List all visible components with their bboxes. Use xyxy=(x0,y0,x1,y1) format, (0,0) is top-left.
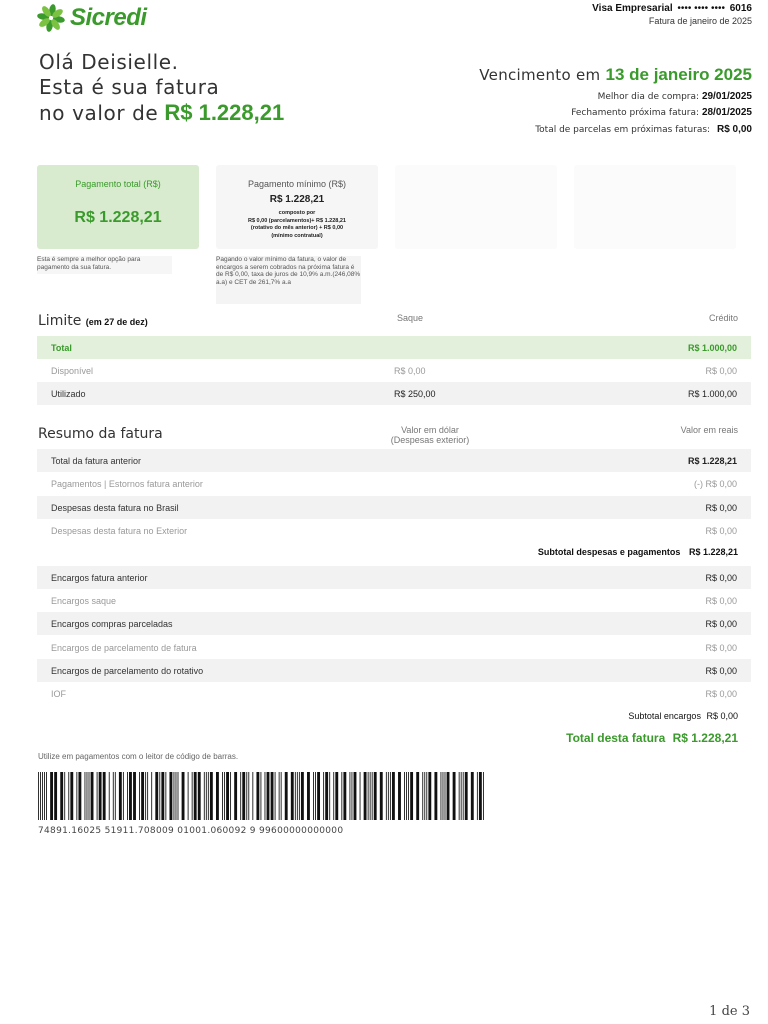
summary-title: Resumo da fatura xyxy=(38,426,163,442)
limit-title-text: Limite xyxy=(38,313,82,329)
barcode-bar xyxy=(256,772,259,820)
barcode-bar xyxy=(44,772,45,820)
charge-row xyxy=(37,612,751,635)
best-day-value: 29/01/2025 xyxy=(701,91,752,102)
barcode-bar xyxy=(109,772,110,820)
invoice-total xyxy=(566,731,738,745)
barcode-bar xyxy=(295,772,296,820)
row-value: (-) R$ 0,00 xyxy=(693,478,737,489)
total-payment-note: Esta é sempre a melhor opção para pagamento da sua fatura. xyxy=(37,256,172,274)
barcode-bar xyxy=(119,772,122,820)
barcode-bar xyxy=(182,772,185,820)
barcode-bar xyxy=(161,772,164,820)
barcode-bar xyxy=(76,772,77,820)
row-label: Despesas desta fatura no Exterior xyxy=(51,525,188,536)
barcode-bar xyxy=(349,772,350,820)
barcode-bar xyxy=(368,772,369,820)
barcode-bar xyxy=(271,772,274,820)
barcode-bar xyxy=(341,772,342,820)
barcode-bar xyxy=(188,772,189,820)
page-indicator: 1 de 3 xyxy=(709,1004,750,1019)
barcode-bar xyxy=(226,772,229,820)
invoice-month: Fatura de janeiro de 2025 xyxy=(648,16,752,26)
barcode-bar xyxy=(155,772,158,820)
barcode-bar xyxy=(99,772,102,820)
row-value: R$ 0,00 xyxy=(705,595,737,606)
barcode-bar xyxy=(68,772,69,820)
barcode-bar xyxy=(390,772,391,820)
barcode-bar xyxy=(165,772,166,820)
charge-row xyxy=(37,589,751,612)
barcode-bar xyxy=(380,772,383,820)
barcode-bar xyxy=(123,772,124,820)
min-payment-label: Pagamento mínimo (R$) xyxy=(247,179,347,189)
sicredi-flower-icon xyxy=(36,3,66,33)
barcode-bar xyxy=(222,772,223,820)
row-value: R$ 0,00 xyxy=(705,665,737,676)
subtotal-expenses-label: Subtotal despesas e pagamentos xyxy=(537,547,681,557)
row-label: Encargos de parcelamento de fatura xyxy=(51,642,197,653)
empty-box xyxy=(395,165,557,249)
barcode-bar xyxy=(281,772,282,820)
invoice-total-value: R$ 1.228,21 xyxy=(672,731,738,745)
best-day xyxy=(598,91,752,102)
barcode-digits[interactable]: 74891.16025 51911.708009 01001.060092 9 99600000000000 xyxy=(38,826,344,836)
barcode-bar xyxy=(313,772,314,820)
barcode-bar xyxy=(198,772,201,820)
barcode-bar xyxy=(463,772,464,820)
card-label: Visa Empresarial xyxy=(592,3,673,14)
total-payment-box xyxy=(37,165,199,249)
subtotal-charges-value: R$ 0,00 xyxy=(706,711,738,721)
barcode-bar xyxy=(459,772,460,820)
row-label: IOF xyxy=(51,688,66,699)
barcode-bar xyxy=(329,772,330,820)
barcode-bar xyxy=(159,772,160,820)
barcode-bar xyxy=(483,772,484,820)
col-usd xyxy=(380,425,480,445)
col-usd-sub: (Despesas exterior) xyxy=(390,435,470,445)
card-last4: 6016 xyxy=(729,3,752,14)
barcode-bar xyxy=(285,772,288,820)
barcode-bar xyxy=(129,772,132,820)
barcode-bar xyxy=(426,772,427,820)
barcode-bar xyxy=(174,772,175,820)
barcode-bar xyxy=(275,772,276,820)
row-credit: R$ 0,00 xyxy=(705,365,737,376)
barcode-bar xyxy=(78,772,81,820)
barcode-bar xyxy=(434,772,437,820)
barcode-bar xyxy=(234,772,237,820)
min-detail-3: (rotativo do mês anterior) + R$ 0,00 xyxy=(250,225,344,231)
summary-row xyxy=(37,496,751,519)
row-value: R$ 0,00 xyxy=(705,502,737,513)
min-detail-4: (mínimo contratual) xyxy=(271,232,323,239)
barcode-bar xyxy=(46,772,47,820)
barcode-bar xyxy=(91,772,94,820)
barcode-bar xyxy=(145,772,146,820)
barcode-bar xyxy=(242,772,245,820)
barcode-bar xyxy=(299,772,300,820)
row-value: R$ 1.228,21 xyxy=(687,455,737,466)
barcode-bar xyxy=(260,772,261,820)
row-credit: R$ 1.000,00 xyxy=(687,342,737,353)
subtotal-charges-label: Subtotal encargos xyxy=(628,711,701,721)
summary-row xyxy=(37,519,751,542)
installments-label: Total de parcelas em próximas faturas: xyxy=(535,125,711,135)
barcode-bar xyxy=(252,772,253,820)
card-info xyxy=(592,3,752,14)
row-withdraw: R$ 0,00 xyxy=(394,365,426,376)
greeting-line3 xyxy=(39,100,284,126)
closing-label: Fechamento próxima fatura: xyxy=(571,108,700,118)
sicredi-logo xyxy=(36,4,147,32)
barcode-bar xyxy=(333,772,334,820)
col-usd-label: Valor em dólar xyxy=(401,425,459,435)
row-label: Encargos de parcelamento do rotativo xyxy=(51,665,204,676)
barcode-bar xyxy=(453,772,456,820)
card-mask: •••• •••• •••• xyxy=(677,3,725,14)
barcode-bar xyxy=(87,772,88,820)
greeting xyxy=(39,50,284,126)
barcode-hint: Utilize em pagamentos com o leitor de código de barras. xyxy=(38,752,239,761)
barcode-bar xyxy=(40,772,41,820)
row-value: R$ 0,00 xyxy=(705,618,737,629)
charge-row xyxy=(37,659,751,682)
barcode-bar xyxy=(279,772,280,820)
installments-value: R$ 0,00 xyxy=(716,124,752,135)
row-value: R$ 0,00 xyxy=(705,525,737,536)
barcode-bar xyxy=(406,772,407,820)
barcode-bar xyxy=(265,772,266,820)
barcode-bar xyxy=(374,772,377,820)
barcode-bar xyxy=(388,772,389,820)
barcode-bar xyxy=(169,772,172,820)
barcode-bar xyxy=(386,772,387,820)
row-withdraw: R$ 250,00 xyxy=(394,388,436,399)
barcode-bar xyxy=(447,772,450,820)
barcode-bar xyxy=(248,772,249,820)
row-label: Encargos saque xyxy=(51,595,117,606)
min-detail-2: R$ 0,00 (parcelamentos)+ R$ 1.228,21 xyxy=(248,217,346,224)
barcode-bar xyxy=(408,772,409,820)
due-date xyxy=(479,65,752,85)
barcode-bar xyxy=(204,772,205,820)
min-payment-value: R$ 1.228,21 xyxy=(269,194,325,205)
col-saque: Saque xyxy=(396,313,424,323)
barcode-bar xyxy=(85,772,86,820)
greeting-amount: R$ 1.228,21 xyxy=(164,100,285,125)
barcode-bar xyxy=(224,772,225,820)
barcode-bar xyxy=(398,772,401,820)
summary-row xyxy=(37,449,751,472)
limit-row-used xyxy=(37,382,751,405)
row-label: Total xyxy=(51,342,72,353)
barcode-bar xyxy=(461,772,462,820)
barcode[interactable] xyxy=(38,772,484,820)
barcode-bar xyxy=(416,772,419,820)
barcode-bar xyxy=(194,772,197,820)
barcode-bar xyxy=(428,772,431,820)
limit-row-available xyxy=(37,359,751,382)
barcode-bar xyxy=(323,772,324,820)
barcode-bar xyxy=(176,772,177,820)
barcode-bar xyxy=(192,772,193,820)
total-payment-label: Pagamento total (R$) xyxy=(75,179,161,189)
barcode-bar xyxy=(216,772,219,820)
row-label: Utilizado xyxy=(51,388,86,399)
barcode-bar xyxy=(103,772,106,820)
barcode-bar xyxy=(113,772,114,820)
row-label: Despesas desta fatura no Brasil xyxy=(51,502,179,513)
barcode-bar xyxy=(343,772,346,820)
barcode-bar xyxy=(422,772,423,820)
col-brl: Valor em reais xyxy=(680,425,738,435)
barcode-bar xyxy=(89,772,90,820)
barcode-bar xyxy=(50,772,53,820)
barcode-bar xyxy=(97,772,98,820)
closing-value: 28/01/2025 xyxy=(701,107,752,118)
barcode-bar xyxy=(127,772,128,820)
best-day-label: Melhor dia de compra: xyxy=(597,92,700,102)
charge-row xyxy=(37,682,751,705)
subtotal-expenses-value: R$ 1.228,21 xyxy=(688,547,738,557)
barcode-bar xyxy=(307,772,310,820)
row-value: R$ 0,00 xyxy=(705,642,737,653)
barcode-bar xyxy=(372,772,373,820)
barcode-bar xyxy=(301,772,304,820)
row-label: Disponível xyxy=(51,365,94,376)
barcode-bar xyxy=(354,772,357,820)
barcode-bar xyxy=(392,772,395,820)
row-value: R$ 0,00 xyxy=(705,688,737,699)
subtotal-expenses xyxy=(538,547,738,557)
summary-row xyxy=(37,472,751,495)
barcode-bar xyxy=(210,772,213,820)
barcode-bar xyxy=(141,772,144,820)
limit-row-total xyxy=(37,336,751,359)
barcode-bar xyxy=(151,772,152,820)
barcode-bar xyxy=(115,772,116,820)
min-payment-detail xyxy=(226,210,368,240)
barcode-bar xyxy=(370,772,371,820)
row-label: Encargos compras parceladas xyxy=(51,618,173,629)
barcode-bar xyxy=(404,772,405,820)
barcode-bar xyxy=(38,772,39,820)
limit-title xyxy=(38,313,148,329)
barcode-bar xyxy=(471,772,474,820)
barcode-bar xyxy=(479,772,482,820)
future-installments xyxy=(535,124,752,135)
barcode-bar xyxy=(133,772,136,820)
barcode-bar xyxy=(206,772,207,820)
brand-name: Sicredi xyxy=(70,4,147,31)
minimum-payment-box xyxy=(216,165,378,249)
barcode-bar xyxy=(291,772,294,820)
barcode-bar xyxy=(139,772,140,820)
barcode-bar xyxy=(315,772,316,820)
row-value: R$ 0,00 xyxy=(705,572,737,583)
barcode-bar xyxy=(60,772,63,820)
barcode-bar xyxy=(208,772,209,820)
barcode-bar xyxy=(441,772,442,820)
barcode-bar xyxy=(352,772,353,820)
greeting-line3-text: no valor de xyxy=(39,101,159,125)
subtotal-charges xyxy=(628,711,738,721)
barcode-bar xyxy=(465,772,468,820)
barcode-bar xyxy=(317,772,320,820)
barcode-bar xyxy=(54,772,57,820)
barcode-bar xyxy=(246,772,247,820)
closing-date xyxy=(571,107,752,118)
barcode-bar xyxy=(445,772,446,820)
invoice-total-label: Total desta fatura xyxy=(566,731,666,745)
barcode-bar xyxy=(147,772,148,820)
min-detail-1: composto por xyxy=(278,210,316,216)
due-prefix: Vencimento em xyxy=(479,66,601,84)
barcode-bar xyxy=(410,772,413,820)
barcode-bar xyxy=(230,772,231,820)
due-date-value: 13 de janeiro 2025 xyxy=(605,65,752,84)
charge-row xyxy=(37,636,751,659)
greeting-line2: Esta é sua fatura xyxy=(39,75,220,99)
limit-subtitle: (em 27 de dez) xyxy=(85,317,148,327)
row-label: Total da fatura anterior xyxy=(51,455,142,466)
barcode-bar xyxy=(364,772,367,820)
charge-row xyxy=(37,566,751,589)
barcode-bar xyxy=(443,772,444,820)
row-credit: R$ 1.000,00 xyxy=(687,388,737,399)
barcode-bar xyxy=(70,772,73,820)
barcode-bar xyxy=(297,772,298,820)
barcode-bar xyxy=(64,772,65,820)
barcode-bar xyxy=(42,772,43,820)
min-payment-note: Pagando o valor mínimo da fatura, o valor de encargos a serem cobrados na próxima fatura é de R$ 0,00, taxa de juros de 10,9% a.m.(246,08% a.a) e CET de 261,7% a.a xyxy=(216,256,361,304)
col-credito: Crédito xyxy=(708,313,738,323)
barcode-bar xyxy=(477,772,478,820)
barcode-bar xyxy=(335,772,338,820)
barcode-bar xyxy=(360,772,361,820)
empty-box xyxy=(574,165,736,249)
barcode-bar xyxy=(325,772,328,820)
barcode-bar xyxy=(267,772,270,820)
barcode-bar xyxy=(178,772,179,820)
barcode-bar xyxy=(240,772,241,820)
row-label: Pagamentos | Estornos fatura anterior xyxy=(51,478,203,489)
row-label: Encargos fatura anterior xyxy=(51,572,148,583)
barcode-bar xyxy=(424,772,425,820)
greeting-line1: Olá Deisielle. xyxy=(39,50,179,74)
total-payment-value: R$ 1.228,21 xyxy=(74,209,162,226)
